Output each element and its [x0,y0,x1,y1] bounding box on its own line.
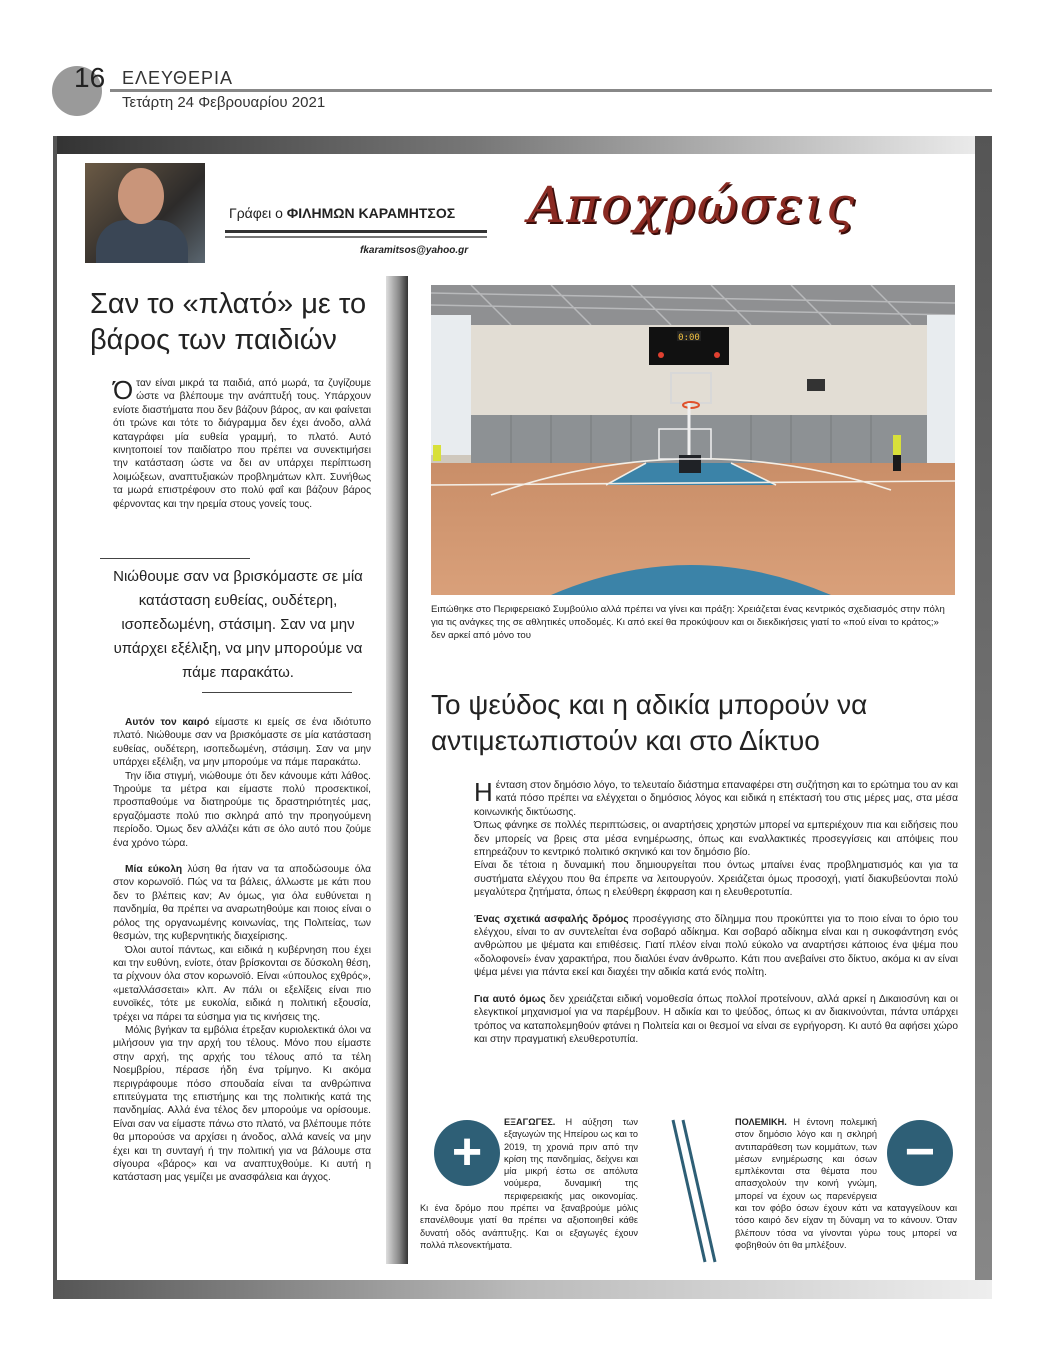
scoreboard-time: 0:00 [678,333,700,343]
columnist-name: ΦΙΛΗΜΩΝ ΚΑΡΑΜΗΤΣΟΣ [286,205,456,221]
right-p4: δεν χρειάζεται ειδική νομοθεσία όπως πολλοί προτείνουν, αλλά αρκεί η Δικαιοσύνη και οι ελεγκτικοί μηχανισμοί για να παρέμβουν. Η αδικία και το ψεύδος, όπως κι αν διακινούνται, πάντα υπάρχει τρόπος να καταπολεμηθούν φτάνει η Πολιτεία και οι θεσμοί να είναι σε εγρήγορση. Κι αυτό θα αφήσει χώρο και στην πραγματική ελευθεροτυπία. [474,993,958,1045]
right-p4-lead: Για αυτό όμως [474,993,546,1005]
columnist-photo-body [96,220,188,263]
byline-prefix: Γράφει ο [229,205,283,221]
left-article-body [113,716,371,1185]
pull-quote-rule-top [100,558,250,559]
minus-box-body: Η έντονη πολεμική στον δημόσιο λόγο και η σκληρή αντιπαράθεση των κομμάτων, των μέσων ενημέρωσης και όσων εμπλέκονται στα θέματα που απασχολούν την κοινή γνώμη, μπορεί να έχουν ως παρενέργεια και τον φόβο όσων έχουν κάτι να καταγγείλουν και τόσο καιρό δεν είχαν τη δύναμη να το κάνουν. Όταν βλέπουν τόσα να γίνονται γύρω τους μπορεί να φοβηθούν ότι θα μπλέξουν. [735,1117,957,1250]
left-intro-text: ταν είναι μικρά τα παιδιά, από μωρά, τα ζυγίζουμε ώστε να βλέπουμε την ανάπτυξή τους. Υπάρχουν ενίοτε διαστήματα που δεν βάζουν βάρος, αν και φαίνεται ότι τρώνε και τότε το διάγραμμα δεν έχει άνοδο, αλλά καταγράφει μία ευθεία γραμμή, το πλατό. Αυτό κινητοποιεί τον παιδίατρο που πρέπει να συνεκτιμήσει την κατάσταση ώστε να δει αν υπάρχει περίπτωση λοιμώξεων, αναπτυξιακών προβλημάτων κλπ. Συνήθως τα μωρά επιστρέφουν στο πολύ φαΐ και βάζουν βάρος φέρνοντας και την ηρεμία στους γονείς τους. [113,378,371,510]
left-p1-lead: Αυτόν τον καιρό [125,717,210,728]
right-p3: προσέγγισης στο δίλημμα που προκύπτει για το ποιο είναι το όριο του ελέγχου, είναι το αν συντελείται ένα σοβαρό αδίκημα. Και σοβαρό αδίκημα είναι και η συκοφάντηση ενός ανθρώπου με ψέματα και επιθέσεις. Γιατί πλέον είναι πολύ εύκολο να αναρτήσει κάποιος ένα ψέμα που «δολοφονεί» έναν χαρακτήρα, που διαλύει έναν άνθρωπο. Κάτι που ανεβαίνει στο δίκτυο, ακόμα κι αν είναι ψέμα μένει για πάντα εκεί και διαχέει την αδικία κατά ενός πολίτη. [474,913,959,979]
frame-left [53,136,57,1299]
byline [229,205,455,221]
photo-caption: Ειπώθηκε στο Περιφερειακό Συμβούλιο αλλά πρέπει να γίνει και πράξη: Χρειάζεται ένας κεντρικός σχεδιασμός στην πόλη για τις ανάγκες της σε αθλητικές υποδομές. Κι από εκεί θα προκύψουν και οι διεκδικήσεις γιατί το «πού είναι το κράτος;» δεν αρκεί από μόνο του [431,604,945,641]
left-p4: Όλοι αυτοί πάντως, και ειδικά η κυβέρνηση που έχει και την ευθύνη, ενίοτε, όταν βρίσκονται σε δύσκολη θέση, τα ρίχνουν όλα στον κορωνοϊό. Είναι «ύπουλος εχθρός», «μεταλλάσσεται» κλπ. Αν πάλι οι εξελίξεις είναι πιο ευνοϊκές, τότε με ευκολία, ειδικά η πολιτική εξουσία, τρέχει να πάρει τα εύσημα για τις κινήσεις της. [113,944,371,1023]
column-divider [386,276,408,1264]
minus-box-text [735,1116,957,1251]
left-article-intro [113,377,371,511]
plus-box-body: Η αύξηση των εξαγωγών της Ηπείρου ως και το 2019, τη χρονιά πριν από την κρίση της πανδημίας, δείχνει και μία μικρή έστω σε απόλυτα νούμερα, δυναμική της περιφερειακής μας οικονομίας. Κι ένα δρόμο που πρέπει να ξαναβρούμε μόλις επανέλθουμε γιατί θα πρέπει να αξιοποιηθεί κάθε δυνατή οδός ανάπτυξης. Και οι εξαγωγές έχουν πολλά πλεονεκτήματα. [420,1117,638,1250]
publication-date: Τετάρτη 24 Φεβρουαρίου 2021 [122,94,326,111]
right-dropcap: Η [474,777,493,807]
plus-box-lead: ΕΞΑΓΩΓΕΣ. [504,1117,556,1127]
left-p3-lead: Μία εύκολη [125,864,183,876]
frame-top [53,136,992,154]
right-p3-lead: Ένας σχετικά ασφαλής δρόμος [474,913,629,925]
right-p2: Είναι δε τέτοια η δυναμική που δημιουργείται που όντως μπαίνει ένας προβληματισμός και για τα συστήματα ελέγχου που θα έπρεπε να λειτουργούν. Χρειάζεται όμως προσοχή, γιατί διακυβεύονται πολύ μεγαλύτερα ζητήματα, όπως η ελεύθερη έκφραση και η ελευθεροτυπία. [474,860,958,899]
left-p3: λύση θα ήταν να τα αποδώσουμε όλα στον κορωνοϊό. Πώς να τα βάλεις, άλλωστε με κάτι που δεν το βλέπεις καν; Αν όμως, για όλα ευθύνεται η πανδημία, θα πρέπει να αναρωτηθούμε και ποιος είναι ο ρόλος της οργανωμένης κοινωνίας, της Πολιτείας, των θεσμών, της κυβερνητικής διαχείρισης. [113,864,371,943]
left-p2: Την ίδια στιγμή, νιώθουμε ότι δεν κάνουμε κάτι λάθος. Τηρούμε τα μέτρα και είμαστε πολύ προσεκτικοί, προσπαθούμε να διατηρούμε τις δραστηριότητές μας, εργαζόμαστε πολύ πιο σκληρά από την προηγούμενη περίοδο. Όμως δεν αλλάζει κάτι σε όλο αυτό που ζούμε ένα χρόνο τώρα. [113,770,371,849]
pull-quote-rule-bottom [202,692,352,693]
pull-quote: Νιώθουμε σαν να βρισκόμαστε σε μία κατάσταση ευθείας, ουδέτερη, ισοπεδωμένη, στάσιμη. Σαν να μην υπάρχει εξέλιξη, να μην μπορούμε να πάμε παρακάτω. [113,568,363,681]
plus-icon: + [434,1120,500,1186]
columnist-email[interactable]: fkaramitsos@yahoo.gr [360,245,469,256]
left-article-title: Σαν το «πλατό» με το βάρος των παιδιών [90,288,367,356]
publication-name: ΕΛΕΥΘΕΡΙΑ [122,68,234,88]
left-p1: είμαστε κι εμείς σε ένα ιδιότυπο πλατό. Νιώθουμε σαν να βρισκόμαστε σε μία κατάσταση ευθείας, ουδέτερη, ισοπεδωμένη, στάσιμη. Σαν να μην υπάρχει εξέλιξη, να μην μπορούμε να πάμε παρακάτω. [113,717,371,769]
box-divider-slash [665,1116,725,1266]
minus-box-lead: ΠΟΛΕΜΙΚΗ. [735,1117,787,1127]
right-article-title: Το ψεύδος και η αδικία μπορούν να αντιμετωπιστούν και στο Δίκτυο [431,689,868,756]
minus-icon: − [887,1120,953,1186]
court-illustration [431,285,955,595]
header-rule [110,89,992,92]
column-logo: Αποχρώσεις [528,176,857,234]
byline-rule-thin [225,236,487,238]
byline-rule [225,230,487,233]
right-p1: Όπως φάνηκε σε πολλές περιπτώσεις, οι αναρτήσεις χρηστών μπορεί να εμπεριέχουν πια και ειδήσεις που δεν μπορείς να βρεις στα μέσα ενημέρωσης, όπως και εναλλακτικές προσεγγίσεις και απόψεις που επηρεάζουν το κεντρικό πολιτικό σκηνικό και τον δημόσιο βίο. [474,820,958,859]
frame-right [975,136,992,1299]
left-dropcap: Ό [113,375,134,405]
frame-bottom [53,1280,992,1299]
basketball-court-photo [431,285,955,595]
left-p5: Μόλις βγήκαν τα εμβόλια έτρεξαν κυριολεκτικά όλοι να μιλήσουν για την αρχή του τέλους. Μόνο που είμαστε στην αρχή, της αρχής του τέλους από τα τέλη Νοεμβρίου, πέρασε ήδη ένα τρίμηνο. Κι ακόμα περιγράφουμε πόσο σπουδαία είναι τα ανθρώπινα επιτεύγματα της επιστήμης και της πολιτικής κατά της πανδημίας. Αλλά ένα τέλος δεν μπορούμε να ορίσουμε. Είναι σαν να είμαστε πάνω στο πλατό, να βλέπουμε πότε θα μπορούσε να αρχίσει η άνοδος, αλλά κανείς να μην έχει και τη συνταγή ή την πολιτική για να βάλουμε στα σίγουρα «βάρος» και να αναπτυχθούμε. Κι αυτή η κατάσταση μας γεμίζει με ανασφάλεια και άγχος. [113,1024,371,1184]
right-intro: ένταση στον δημόσιο λόγο, το τελευταίο διάστημα επαναφέρει στη συζήτηση και το ερώτημα του αν και κατά πόσο πρέπει να ελέγχεται ο δημόσιος λόγος και ειδικά η επέκτασή του στις μέρες μας, στα μέσα κοινωνικής δικτύωσης. [474,780,958,818]
columnist-photo-head [118,168,164,224]
plus-box-text [420,1116,638,1251]
right-article-body [474,779,958,1046]
page-number: 16 [74,62,106,93]
